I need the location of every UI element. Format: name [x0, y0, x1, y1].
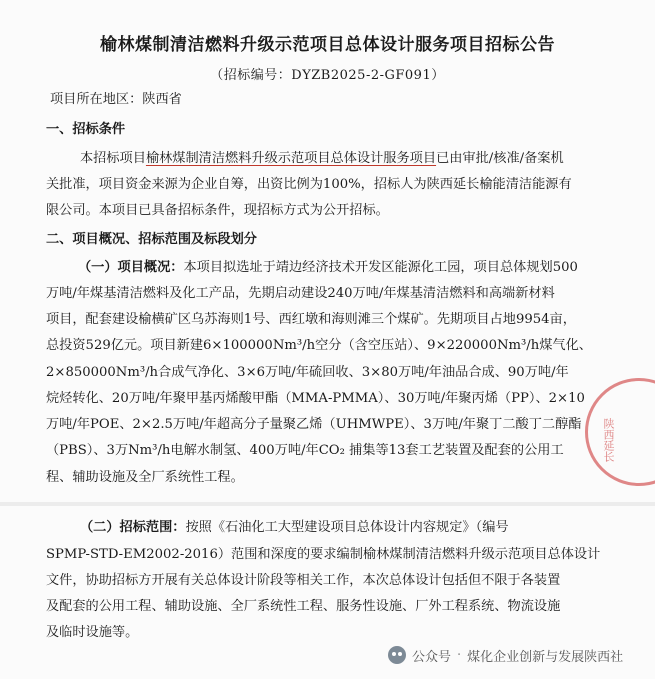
scope-label: （二）招标范围： [80, 520, 186, 535]
project-region: 项目所在地区：陕西省 [50, 92, 182, 107]
section1-heading: 一、招标条件 [46, 122, 126, 137]
scope-line-2: SPMP-STD-EM2002-2016）范围和深度的要求编制榆林煤制清洁燃料升级示范项目总体设计 [46, 547, 601, 562]
watermark-label: 公众号 [412, 649, 452, 665]
section1-line-2: 关批准，项目资金来源为企业自筹，出资比例为100%，招标人为陕西延长榆能清洁能源有 [46, 177, 572, 192]
overview-line-4: 总投资529亿元。项目新建6×100000Nm³/h空分（含空压站）、9×220000Nm³/h煤气化、 [46, 338, 592, 353]
tender-number: （招标编号：DYZB2025-2-GF091） [210, 68, 445, 83]
overview-line-8: （PBS）、3万Nm³/h电解水制氢、400万吨/年CO₂ 捕集等13套工艺装置及配套的公用工 [46, 443, 564, 458]
overview-line-1-text: 本项目拟选址于靖边经济技术开发区能源化工园，项目总体规划500 [183, 260, 578, 275]
overview-line-2: 万吨/年煤基清洁燃料及化工产品，先期启动建设240万吨/年煤基清洁燃料和高端新材料 [46, 286, 555, 301]
wechat-watermark [388, 644, 623, 666]
section1-line-1 [80, 150, 564, 168]
section1-line-1-post: 已由审批/核准/备案机 [436, 151, 564, 166]
notice-title: 榆林煤制清洁燃料升级示范项目总体设计服务项目招标公告 [100, 35, 555, 55]
section1-line-3: 限公司。本项目已具备招标条件，现招标方式为公开招标。 [46, 203, 389, 218]
section2-heading: 二、项目概况、招标范围及标段划分 [46, 232, 257, 247]
overview-line-5: 2×850000Nm³/h合成气净化、3×6万吨/年硫回收、3×80万吨/年油品合成、90万吨/年 [46, 365, 569, 380]
section1-line-1-pre: 本招标项目 [80, 151, 146, 166]
scope-line-3: 文件，协助招标方开展有关总体设计阶段等相关工作，本次总体设计包括但不限于各装置 [46, 573, 561, 588]
overview-line-1 [78, 259, 578, 277]
watermark-account-name: 煤化企业创新与发展陕西社 [467, 649, 624, 665]
overview-line-9: 程、辅助设施及全厂系统性工程。 [46, 470, 244, 485]
scope-line-4: 及配套的公用工程、辅助设施、全厂系统性工程、服务性设施、厂外工程系统、物流设施 [46, 599, 561, 614]
project-name-highlight: 榆林煤制清洁燃料升级示范项目总体设计服务项目 [145, 151, 437, 166]
scope-line-1 [80, 519, 509, 537]
wechat-icon [388, 646, 406, 664]
watermark-separator: · [457, 647, 462, 663]
overview-line-6: 烷烃转化、20万吨/年聚甲基丙烯酸甲酯（MMA-PMMA）、30万吨/年聚丙烯（PP）、2×10 [46, 391, 585, 406]
overview-line-7: 万吨/年POE、2×2.5万吨/年超高分子量聚乙烯（UHMWPE）、3万吨/年聚丁二酸丁二醇酯 [46, 417, 582, 432]
scope-line-5: 及临时设施等。 [46, 625, 139, 640]
overview-label: （一）项目概况： [78, 260, 184, 275]
overview-line-3: 项目，配套建设榆横矿区乌苏海则1号、西红墩和海则滩三个煤矿。先期项目占地9954亩， [46, 312, 576, 327]
scope-line-1-text: 按照《石油化工大型建设项目总体设计内容规定》（编号 [185, 520, 509, 535]
official-seal-text: 陕西延长 [602, 418, 615, 462]
